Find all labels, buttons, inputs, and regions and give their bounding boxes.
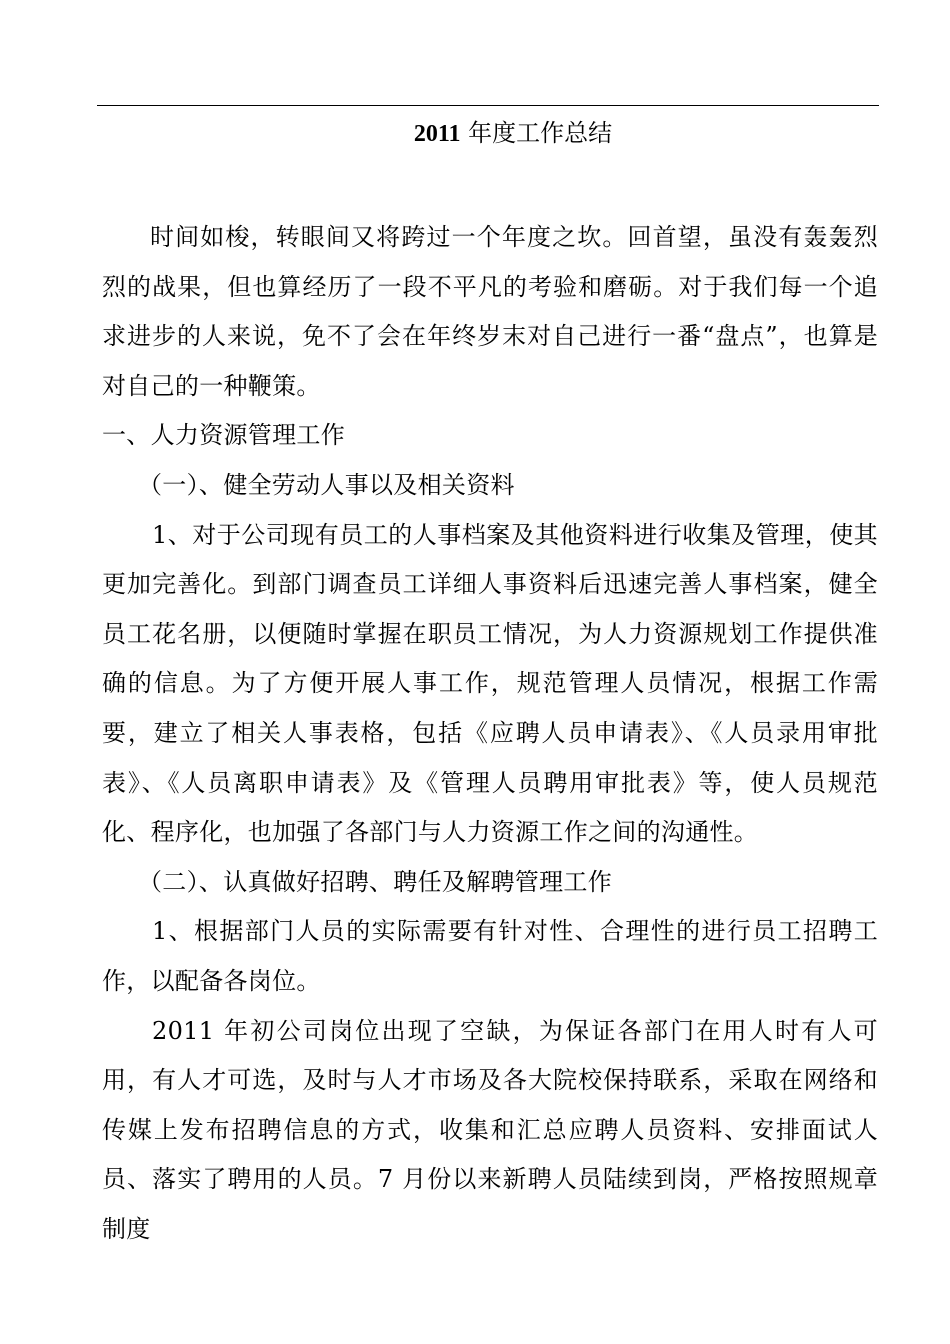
header-rule [97,105,879,106]
body-paragraph: 2011 年初公司岗位出现了空缺，为保证各部门在用人时有人可用，有人才可选，及时与人才市场及各大院校保持联系，采取在网络和传媒上发布招聘信息的方式，收集和汇总应聘人员资料、安排面试人员、落实了聘用的人员。7 月份以来新聘人员陆续到岗，严格按照规章制度 [102,1016,878,1243]
subsection-heading-2: （二）、认真做好招聘、聘任及解聘管理工作 [138,867,612,896]
body-paragraph: 1、对于公司现有员工的人事档案及其他资料进行收集及管理，使其更加完善化。到部门调查员工详细人事资料后迅速完善人事档案，健全员工花名册，以便随时掌握在职员工情况，为人力资源规划工作提供准确的信息。为了方便开展人事工作，规范管理人员情况，根据工作需要，建立了相关人事表格，包括《应聘人员申请表》、《人员录用审批表》、《人员离职申请表》及《管理人员聘用审批表》等，使人员规范化、程序化，也加强了各部门与人力资源工作之间的沟通性。 [102,520,878,847]
body-paragraph: 1、根据部门人员的实际需要有针对性、合理性的进行员工招聘工作，以配备各岗位。 [102,917,878,995]
document-title [97,116,929,151]
title-year: 2011 [413,121,461,147]
document-body [102,213,878,1254]
intro-paragraph: 时间如梭，转眼间又将跨过一个年度之坎。回首望，虽没有轰轰烈烈的战果，但也算经历了一段不平凡的考验和磨砺。对于我们每一个追求进步的人来说，免不了会在年终岁末对自己进行一番“盘点”，也算是对自己的一种鞭策。 [102,223,878,400]
title-text: 年度工作总结 [468,119,613,147]
subsection-heading-1: （一）、健全劳动人事以及相关资料 [138,470,515,499]
section-heading-1: 一、人力资源管理工作 [102,421,345,450]
